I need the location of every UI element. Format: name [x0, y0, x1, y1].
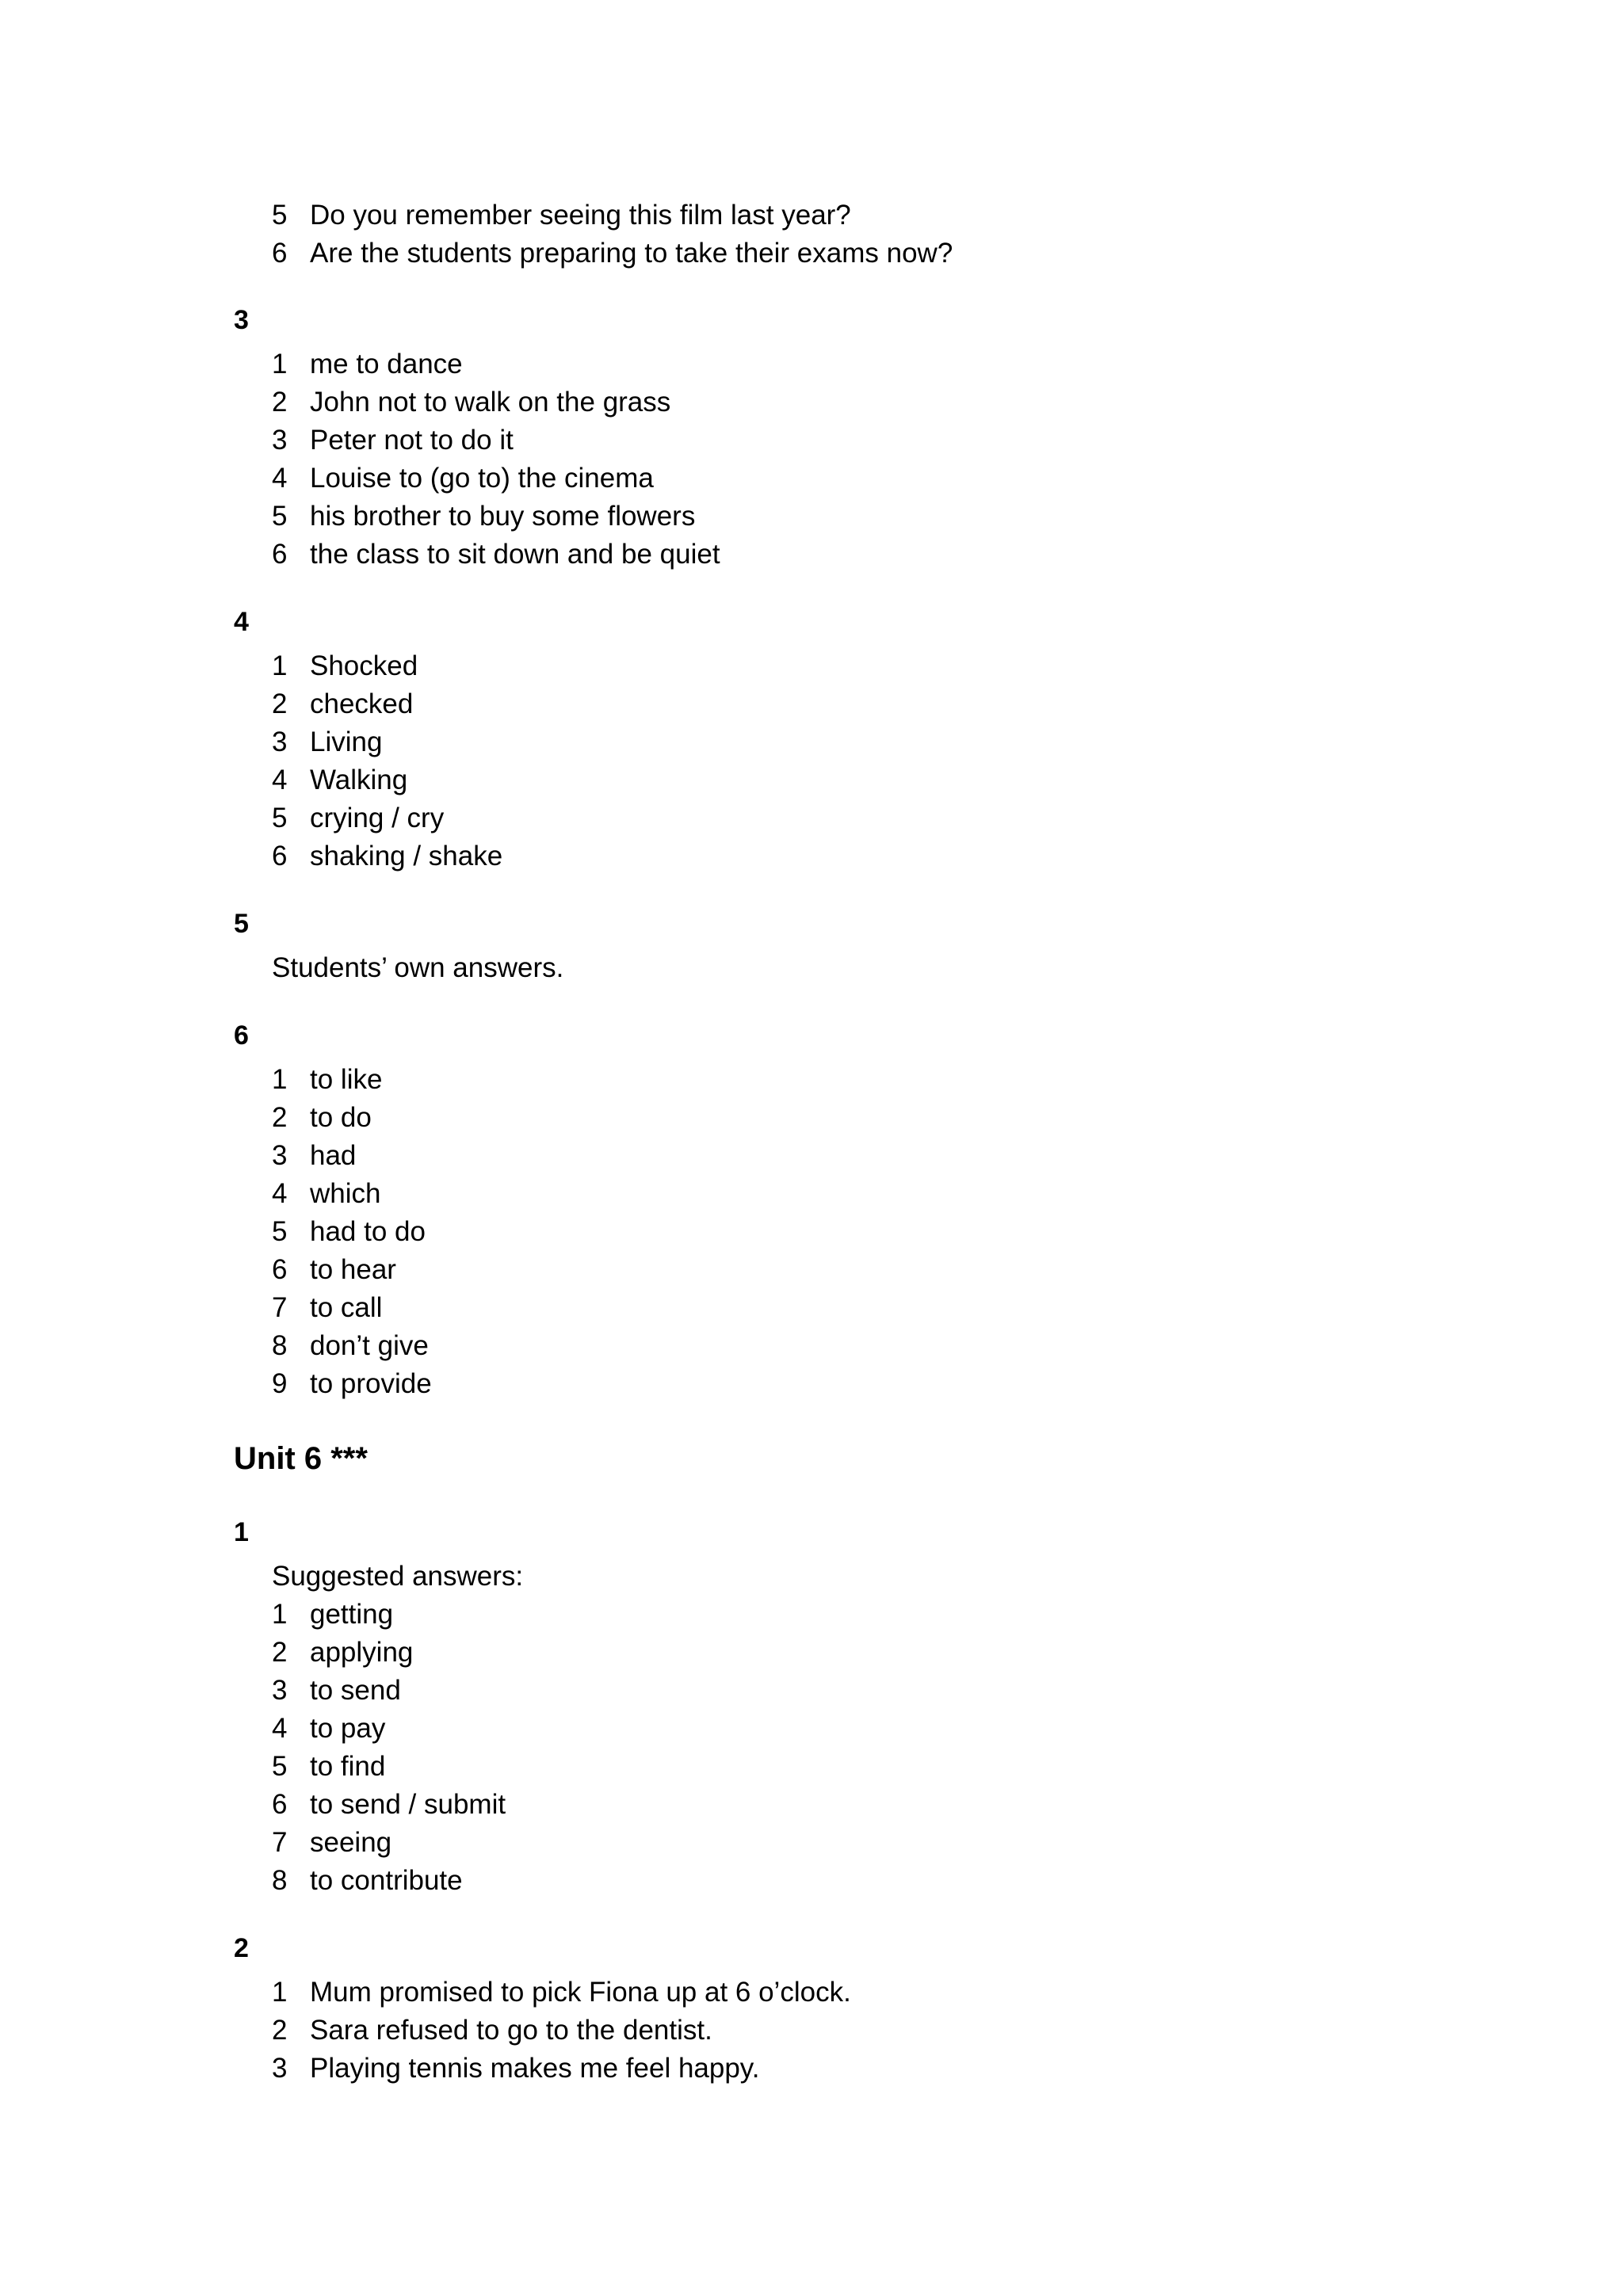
exercise-heading: 6	[234, 1020, 249, 1051]
list-item: 6 Are the students preparing to take their exams now?	[272, 238, 953, 269]
list-item: 5 crying / cry	[272, 803, 445, 833]
list-item: 2 to do	[272, 1102, 372, 1133]
list-item: 2 John not to walk on the grass	[272, 387, 671, 418]
list-item: 6 to send / submit	[272, 1789, 506, 1820]
list-item: 7 to call	[272, 1292, 383, 1323]
list-item: 2 Sara refused to go to the dentist.	[272, 2015, 712, 2046]
exercise-heading: 3	[234, 305, 249, 335]
list-item: 1 Mum promised to pick Fiona up at 6 o’clock.	[272, 1977, 851, 2008]
exercise-heading: 5	[234, 909, 249, 939]
exercise-heading: 4	[234, 607, 249, 637]
list-item: 5 Do you remember seeing this film last year?	[272, 200, 851, 231]
note-text: Suggested answers:	[272, 1561, 524, 1592]
list-item: 6 to hear	[272, 1254, 396, 1285]
list-item: 4 Walking	[272, 765, 408, 795]
list-item: 5 his brother to buy some flowers	[272, 501, 696, 532]
list-item: 3 Playing tennis makes me feel happy.	[272, 2053, 760, 2084]
list-item: 9 to provide	[272, 1368, 432, 1399]
list-item: 5 to find	[272, 1751, 386, 1782]
list-item: 8 don’t give	[272, 1330, 429, 1361]
exercise-heading: 1	[234, 1517, 249, 1547]
list-item: 3 Living	[272, 727, 383, 757]
list-item: 1 to like	[272, 1064, 383, 1095]
list-item: 3 had	[272, 1140, 357, 1171]
note-text: Students’ own answers.	[272, 952, 564, 983]
list-item: 1 Shocked	[272, 650, 418, 681]
list-item: 1 me to dance	[272, 349, 463, 379]
unit-title: Unit 6 ***	[234, 1441, 368, 1476]
list-item: 6 the class to sit down and be quiet	[272, 539, 720, 570]
list-item: 3 Peter not to do it	[272, 425, 514, 456]
exercise-heading: 2	[234, 1933, 249, 1963]
list-item: 4 Louise to (go to) the cinema	[272, 463, 654, 494]
list-item: 8 to contribute	[272, 1865, 463, 1896]
list-item: 3 to send	[272, 1675, 401, 1706]
list-item: 6 shaking / shake	[272, 841, 503, 871]
list-item: 2 checked	[272, 688, 414, 719]
list-item: 5 had to do	[272, 1216, 426, 1247]
list-item: 1 getting	[272, 1599, 394, 1630]
list-item: 7 seeing	[272, 1827, 392, 1858]
list-item: 2 applying	[272, 1637, 414, 1668]
list-item: 4 which	[272, 1178, 381, 1209]
list-item: 4 to pay	[272, 1713, 386, 1744]
